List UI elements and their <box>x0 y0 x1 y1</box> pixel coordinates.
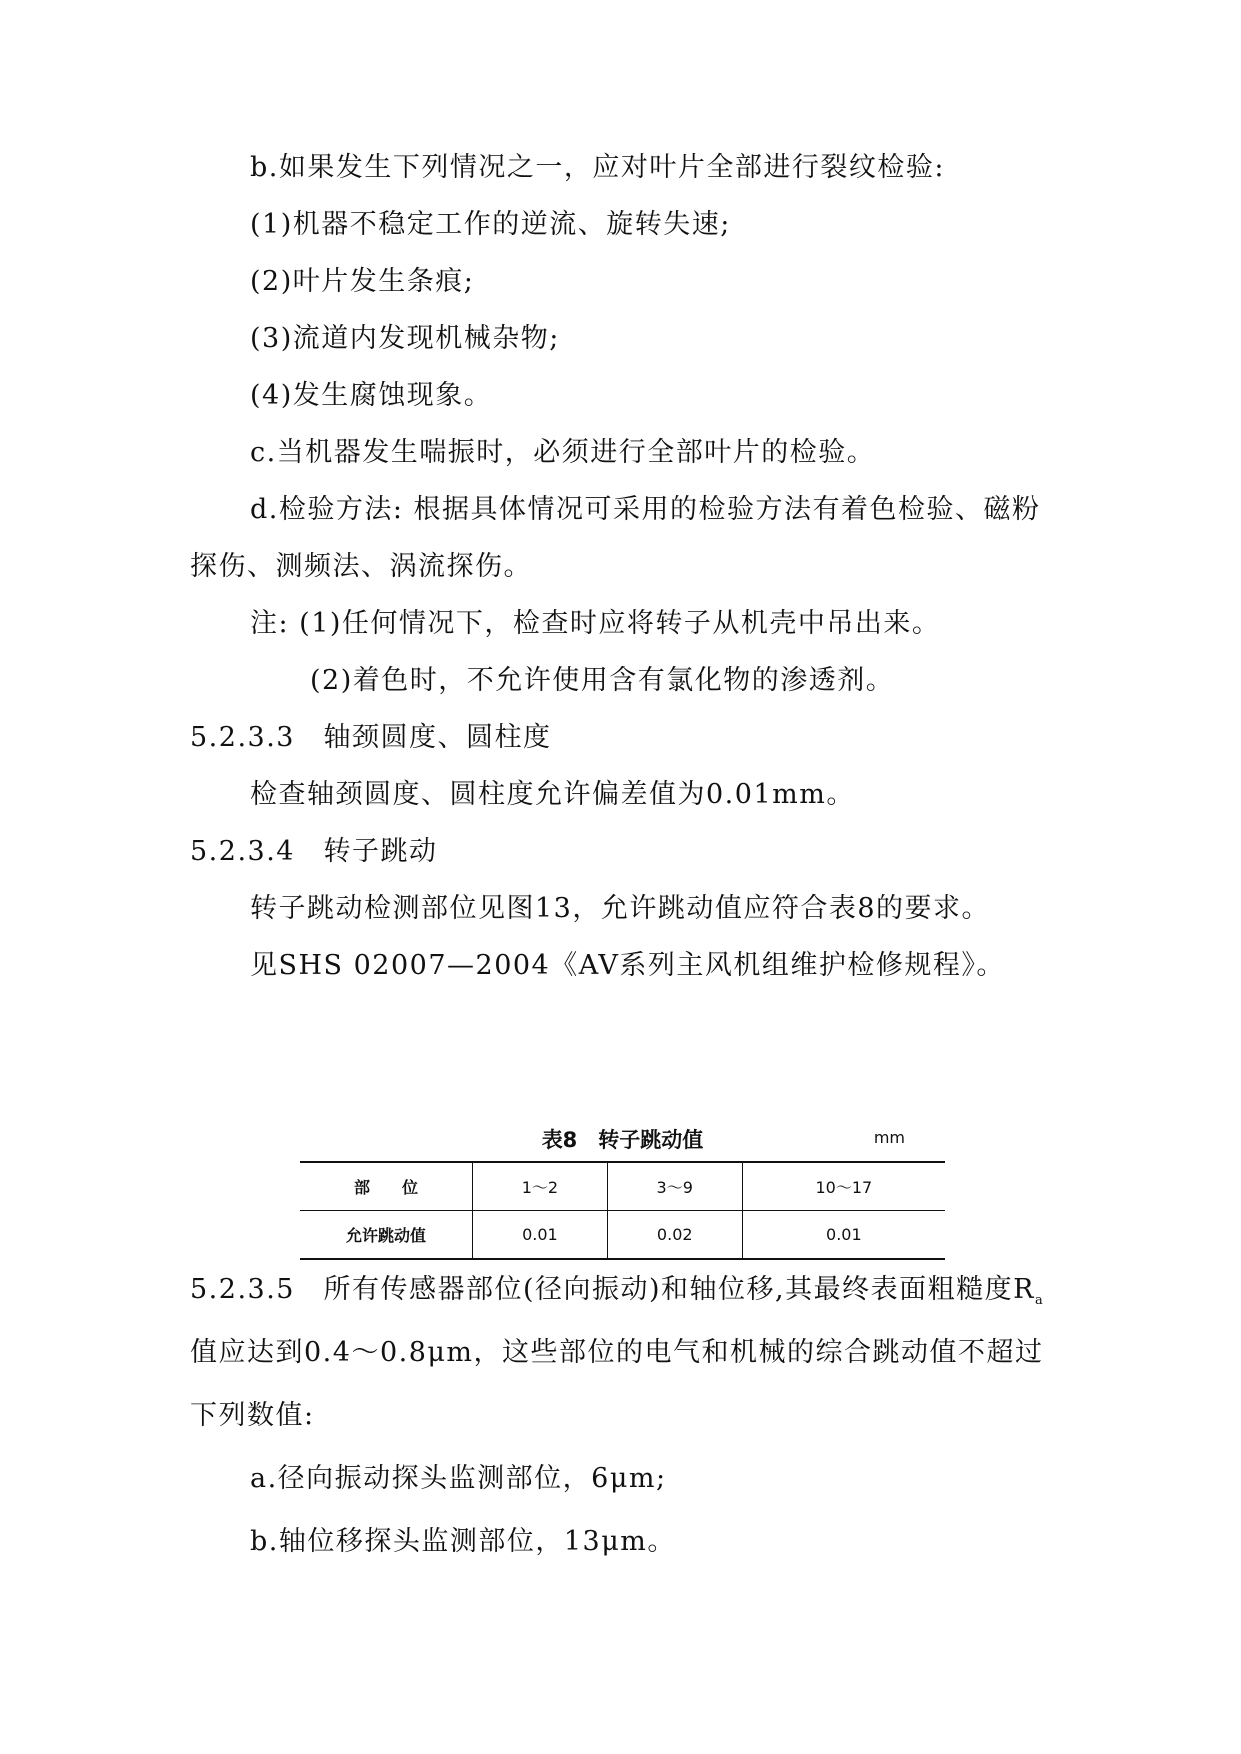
rotor-runout-table <box>300 1161 945 1260</box>
table-cell: 1～2 <box>473 1162 608 1211</box>
list-item-case-4: (4)发生腐蚀现象。 <box>250 380 493 411</box>
paragraph-5235-line2: 值应达到0.4～0.8μm，这些部位的电气和机械的综合跳动值不超过 <box>190 1337 1044 1368</box>
section-heading-5233: 5.2.3.3 轴颈圆度、圆柱度 <box>190 722 552 753</box>
table-cell: 10～17 <box>742 1162 945 1211</box>
table-cell: 0.02 <box>607 1211 742 1260</box>
paragraph-b-cases: b.如果发生下列情况之一，应对叶片全部进行裂纹检验: <box>250 152 945 183</box>
paragraph-d-method-line2: 探伤、测频法、涡流探伤。 <box>190 551 532 582</box>
paragraph-5235-line3: 下列数值: <box>190 1400 315 1431</box>
table-cell: 部 位 <box>300 1162 473 1211</box>
note-1: 注: (1)任何情况下，检查时应将转子从机壳中吊出来。 <box>250 608 941 639</box>
paragraph-c-surge: c.当机器发生喘振时，必须进行全部叶片的检验。 <box>250 437 876 468</box>
table-cell: 允许跳动值 <box>345 1226 426 1245</box>
section-5235-text: 5.2.3.5 所有传感器部位(径向振动)和轴位移,其最终表面粗糙度R <box>190 1274 1035 1305</box>
list-item-case-3: (3)流道内发现机械杂物; <box>250 323 560 354</box>
section-heading-5235 <box>190 1270 1043 1321</box>
table-row <box>300 1162 945 1211</box>
table-caption: 表8 转子跳动值 <box>541 1128 704 1152</box>
list-item-b: b.轴位移探头监测部位，13μm。 <box>250 1526 676 1557</box>
table-cell: 0.01 <box>742 1211 945 1260</box>
subscript-a: a <box>1034 1293 1043 1308</box>
paragraph-5234: 转子跳动检测部位见图13，允许跳动值应符合表8的要求。 <box>250 893 991 924</box>
table-row <box>300 1211 945 1260</box>
table-cell: 0.01 <box>473 1211 608 1260</box>
table-caption-area <box>300 1120 945 1154</box>
reference-line: 见SHS 02007—2004《AV系列主风机组维护检修规程》。 <box>250 950 1005 981</box>
section-heading-5234: 5.2.3.4 转子跳动 <box>190 836 438 867</box>
paragraph-5233: 检查轴颈圆度、圆柱度允许偏差值为0.01mm。 <box>250 779 855 810</box>
table-cell: 3～9 <box>607 1162 742 1211</box>
table-unit: mm <box>873 1128 905 1147</box>
list-item-case-2: (2)叶片发生条痕; <box>250 266 475 297</box>
paragraph-d-method-line1: d.检验方法: 根据具体情况可采用的检验方法有着色检验、磁粉 <box>250 494 1041 525</box>
note-2: (2)着色时，不允许使用含有氯化物的渗透剂。 <box>310 665 895 696</box>
list-item-case-1: (1)机器不稳定工作的逆流、旋转失速; <box>250 209 731 240</box>
list-item-a: a.径向振动探头监测部位，6μm; <box>250 1463 667 1494</box>
